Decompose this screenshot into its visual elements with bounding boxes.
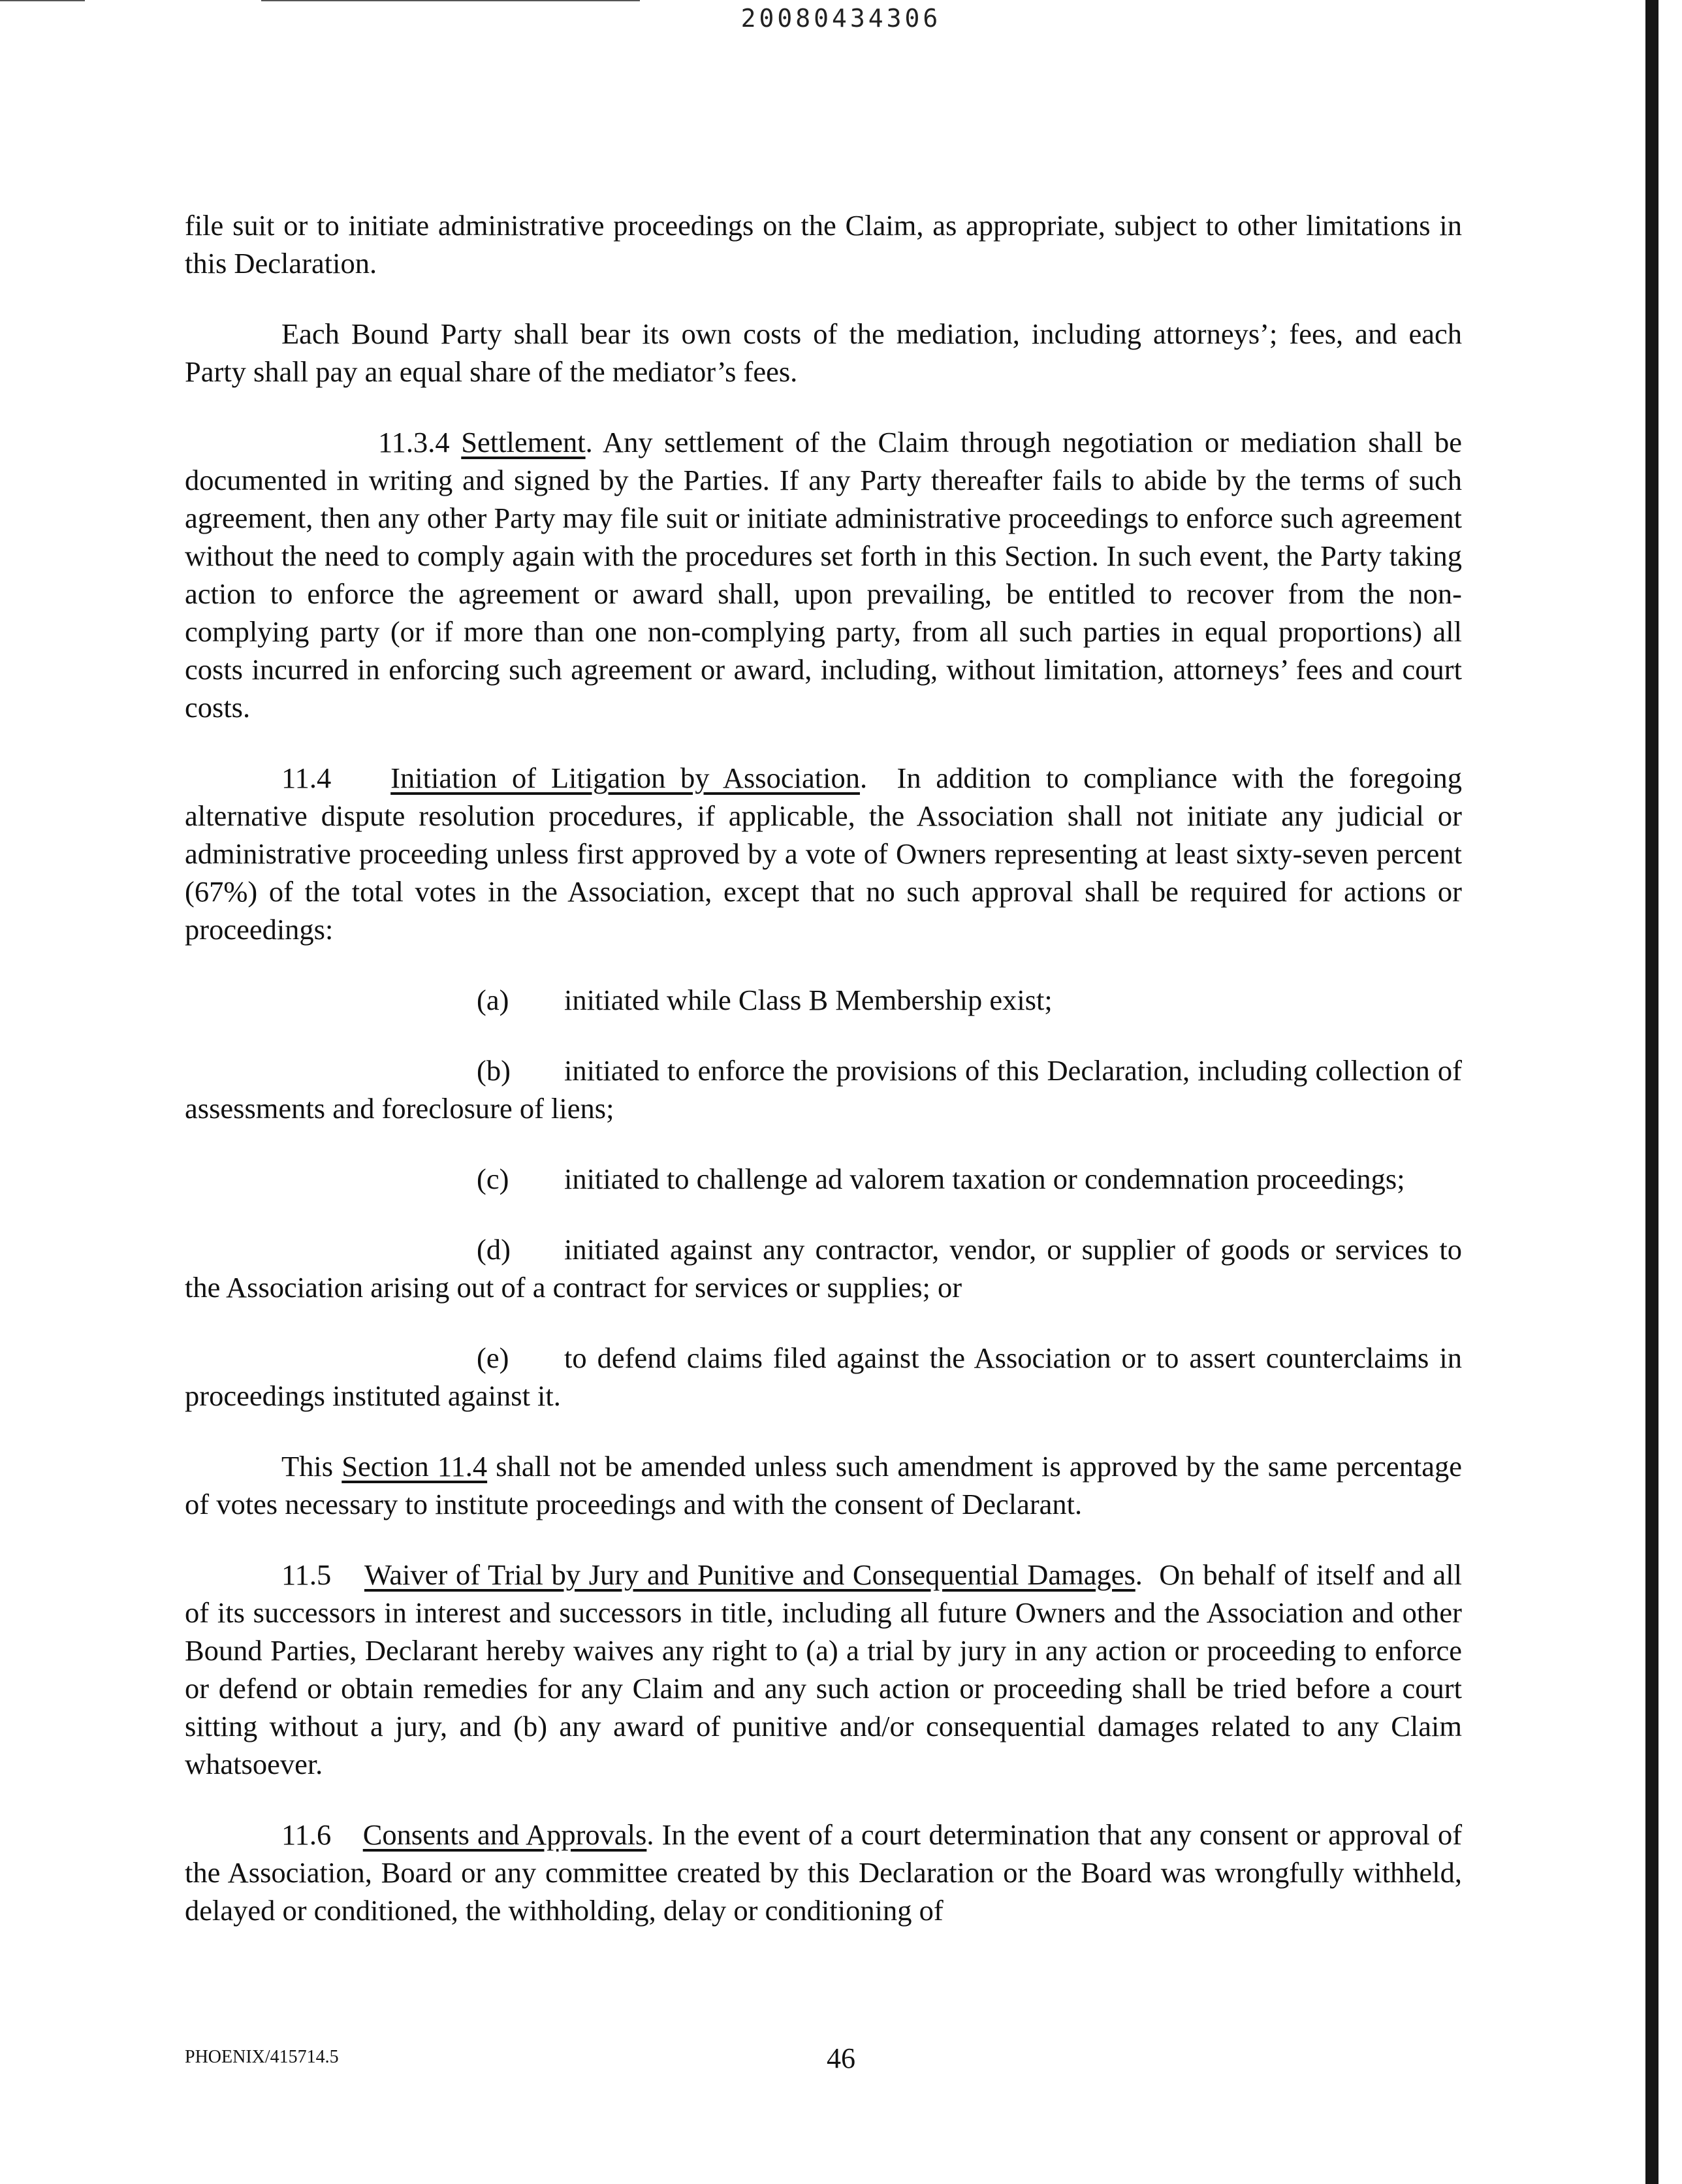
- paragraph-mediation-costs: Each Bound Party shall bear its own costs of the mediation, including attorneys’; fees, and each Party shall pay an equal share of the mediator’s fees.: [185, 317, 1462, 388]
- list-item-mark: (d): [477, 1233, 511, 1266]
- footer-document-id: PHOENIX/415714.5: [185, 2047, 339, 2067]
- list-item: [185, 1230, 1462, 1306]
- list-item-mark: (a): [477, 984, 509, 1016]
- section-11-6: 11.6 Consents and Approvals. In the event of a court determination that any consent or approval of the Association, Board or any committee created by this Declaration or the Board was wrongfully withheld, delayed or conditioned, the withholding, delay or conditioning of: [185, 1818, 1463, 1927]
- scan-edge-bar: [1645, 0, 1658, 2184]
- section-number: 11.5: [281, 1558, 332, 1591]
- scan-top-rule-left: [0, 0, 85, 1]
- list-item-mark: (b): [477, 1054, 511, 1087]
- section-number: 11.6: [281, 1818, 332, 1851]
- list-item: [185, 981, 1462, 1019]
- section-11-5: 11.5 Waiver of Trial by Jury and Punitive and Consequential Damages. On behalf of itself and all of its successors in interest and successors in title, including all future Owners and the Association and other Bound Parties, Declarant hereby waives any right to (a) a trial by jury in any action or proceeding to enforce or defend or obtain remedies for any Claim and any such action or proceeding shall be tried before a court sitting without a jury, and (b) any award of punitive and/or consequential damages related to any Claim whatsoever.: [185, 1558, 1462, 1780]
- section-reference: Section 11.4: [341, 1450, 488, 1483]
- section-text: Any settlement of the Claim through negotiation or mediation shall be documented in writing and signed by the Parties. If any Party thereafter fails to abide by the terms of such agreement, then any other Party may file suit or initiate administrative proceedings to enforce such agreement without the need to comply again with the procedures set forth in this Section. In such event, the Party taking action to enforce the agreement or award shall, upon prevailing, be entitled to recover from the non-complying party (or if more than one non-complying party, from all such parties in equal proportions) all costs incurred in enforcing such agreement or award, including, without limitation, attorneys’ fees and court costs.: [185, 426, 1463, 724]
- list-item-mark: (e): [477, 1341, 509, 1374]
- section-number: 11.3.4: [378, 426, 450, 458]
- section-title: Consents and Approvals: [362, 1818, 647, 1851]
- amend-after: shall not be amended unless such amendment is approved by the same percentage of votes necessary to institute proceedings and with the consent of Declarant.: [185, 1450, 1463, 1520]
- section-11-4: 11.4 Initiation of Litigation by Association. In addition to compliance with the foregoing alternative dispute resolution procedures, if applicable, the Association shall not initiate any judicial or administrative proceeding unless first approved by a vote of Owners representing at least sixty-seven percent (67%) of the total votes in the Association, except that no such approval shall be required for actions or proceedings:: [185, 762, 1463, 946]
- list-item-text: initiated against any contractor, vendor, or supplier of goods or services to the Association arising out of a contract for services or supplies; or: [185, 1233, 1462, 1304]
- list-item: [185, 1052, 1462, 1127]
- scan-top-rule-right: [261, 0, 640, 1]
- list-item: [185, 1339, 1462, 1415]
- list-item-text: initiated to enforce the provisions of this Declaration, including collection of assessments and foreclosure of liens;: [185, 1054, 1462, 1125]
- list-item: [185, 1160, 1462, 1198]
- page-number: 46: [827, 2042, 855, 2074]
- list-item-text: initiated while Class B Membership exist;: [564, 984, 1053, 1016]
- section-title: Initiation of Litigation by Association: [390, 762, 860, 794]
- paragraph-amendment: [185, 1447, 1462, 1523]
- section-title: Waiver of Trial by Jury and Punitive and Consequential Damages: [364, 1558, 1135, 1591]
- section-text: On behalf of itself and all of its successors in interest and successors in title, including all future Owners and the Association and other Bound Parties, Declarant hereby waives any right to (a) a trial by jury in any action or proceeding to enforce or defend or obtain remedies for any Claim and any such action or proceeding shall be tried before a court sitting without a jury, and (b) any award of punitive and/or consequential damages related to any Claim whatsoever.: [185, 1558, 1462, 1780]
- paragraph-continuation: file suit or to initiate administrative proceedings on the Claim, as appropriate, subject to other limitations in this Declaration.: [185, 209, 1462, 280]
- section-text: In addition to compliance with the foregoing alternative dispute resolution procedures, if applicable, the Association shall not initiate any judicial or administrative proceeding unless first approved by a vote of Owners representing at least sixty-seven percent (67%) of the total votes in the Association, except that no such approval shall be required for actions or proceedings:: [185, 762, 1463, 946]
- list-item-text: initiated to challenge ad valorem taxation or condemnation proceedings;: [564, 1163, 1405, 1195]
- amend-before: This: [281, 1450, 334, 1483]
- section-number: 11.4: [281, 762, 332, 794]
- section-11-3-4: 11.3.4 Settlement. Any settlement of the Claim through negotiation or mediation shall be documented in writing and signed by the Parties. If any Party thereafter fails to abide by the terms of such agreement, then any other Party may file suit or initiate administrative proceedings to enforce such agreement without the need to comply again with the procedures set forth in this Section. In such event, the Party taking action to enforce the agreement or award shall, upon prevailing, be entitled to recover from the non-complying party (or if more than one non-complying party, from all such parties in equal proportions) all costs incurred in enforcing such agreement or award, including, without limitation, attorneys’ fees and court costs.: [185, 426, 1463, 724]
- section-title: Settlement: [461, 426, 586, 458]
- section-text: In the event of a court determination that any consent or approval of the Association, Board or any committee created by this Declaration or the Board was wrongfully withheld, delayed or conditioned, the withholding, delay or conditioning of: [185, 1818, 1463, 1927]
- list-item-mark: (c): [477, 1163, 509, 1195]
- list-item-text: to defend claims filed against the Association or to assert counterclaims in proceedings instituted against it.: [185, 1341, 1462, 1412]
- page-body: [185, 206, 1462, 1962]
- document-number: 20080434306: [740, 4, 942, 33]
